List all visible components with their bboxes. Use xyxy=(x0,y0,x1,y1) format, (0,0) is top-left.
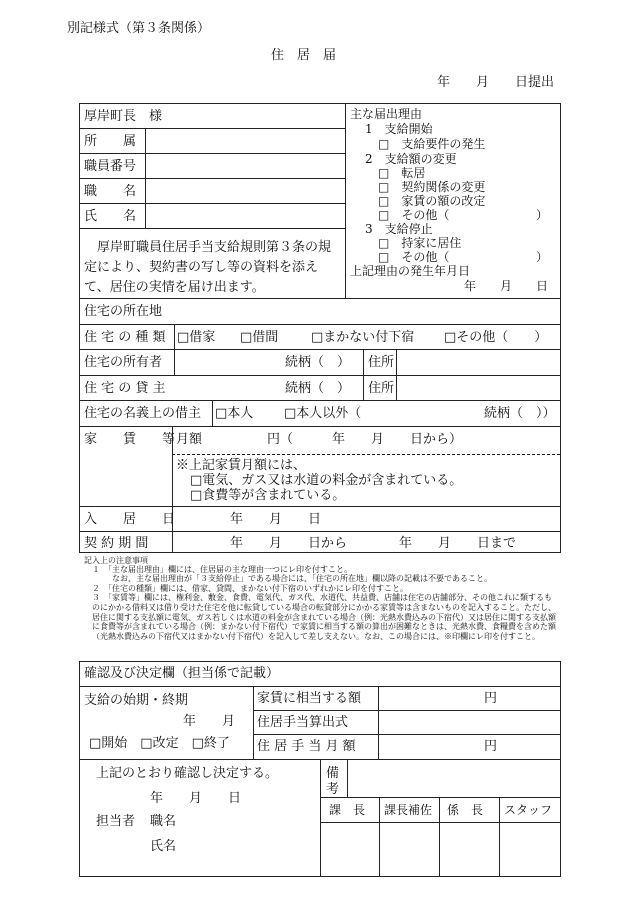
decision-options[interactable]: □開始 □改定 □終了 xyxy=(89,736,230,751)
housing-type-option[interactable]: □借家 xyxy=(177,330,216,345)
rent-label: 家 賃 等 xyxy=(84,432,176,447)
decision-title: 確認及び決定欄（担当係で記載） xyxy=(84,666,280,681)
contract-period: 年 月 日から 年 月 日まで xyxy=(230,536,517,551)
housing-type-option[interactable]: □借間 xyxy=(240,330,279,345)
owner-address-label: 住所 xyxy=(368,355,395,370)
rent-meals-option[interactable]: □食費等が含まれている。 xyxy=(190,488,346,503)
close-paren: ） xyxy=(536,250,549,264)
nominal-other-option[interactable]: □本人以外（ xyxy=(284,406,362,421)
housing-type-option[interactable]: □その他（ ） xyxy=(444,330,548,345)
move-in-date: 年 月 日 xyxy=(230,512,322,527)
reason-checkbox[interactable]: □ その他（ xyxy=(378,250,450,264)
declaration-text: 厚岸町職員住居手当支給規則第３条の規定により、契約書の写し等の資料を添えて、居住の実情を届け出ます。 xyxy=(84,240,332,296)
move-in-label: 入 居 日 xyxy=(84,512,176,527)
reason-group-2: 2 支給額の変更 xyxy=(365,152,457,166)
reason-group-3: 3 支給停止 xyxy=(365,222,433,236)
note-3: ３ 「家賃等」欄には、権利金、敷金、食費、電気代、ガス代、水道代、共益費、店舗は住宅の店舗部分、その他これに類するものにかかる借料又は借り受けた住宅を他に転貸している場合の転貸部分にかかる家賃等は含まないものを記入すること。ただし、居住に関する支払額に電気、ガス若しくは水道の料金が含まれている場合（例：光熱水費込みの下宿代）又は居住に関する支払額に食費等が含まれている場合（例：まかない付下宿代）で家賃に相当する額の算出が困難なときは、光熱水費、食糧費を含めた額（光熱水費込みの下宿代又はまかない付下宿代）を記入して差し支えない。なお、この場合には、※印欄にレ印を付すこと。 xyxy=(92,593,556,642)
reason-checkbox[interactable]: □ 契約関係の変更 xyxy=(378,180,486,194)
reason-checkbox[interactable]: □ 支給要件の発生 xyxy=(378,137,486,151)
monthly-allowance-label: 住 居 手 当 月 額 xyxy=(257,739,356,754)
monthly-allowance-yen: 円 xyxy=(484,739,498,754)
rent-note: ※上記家賃月額には、 xyxy=(176,458,307,473)
confirm-text: 上記のとおり確認し決定する。 xyxy=(96,766,279,781)
close-paren: ） xyxy=(536,208,549,222)
remarks-label: 備考 xyxy=(326,766,340,797)
calc-formula-label: 住居手当算出式 xyxy=(257,715,349,730)
housing-type-label: 住 宅 の 種 類 xyxy=(84,330,166,345)
occurrence-date: 年 月 日 xyxy=(464,279,549,293)
note-1b: なお、主な届出理由が「３支給停止」である場合には、「住宅の所在地」欄以降の記載は不要であること。 xyxy=(104,574,492,583)
stamp-staff: スタッフ xyxy=(504,803,553,817)
rent-equivalent-label: 家賃に相当する額 xyxy=(257,691,362,706)
location-label: 住宅の所在地 xyxy=(84,304,163,319)
rent-monthly-line: 月額 円（ 年 月 日から） xyxy=(176,432,463,447)
contract-period-label: 契 約 期 間 xyxy=(84,536,149,551)
form-reference: 別記様式（第３条関係） xyxy=(67,21,211,36)
staff-number-label: 職員番号 xyxy=(84,159,137,174)
housing-type-option[interactable]: □まかない付下宿 xyxy=(311,330,415,345)
reason-checkbox[interactable]: □ 持家に居住 xyxy=(378,236,462,250)
rent-equivalent-yen: 円 xyxy=(484,691,498,706)
note-1: １ 「主な届出理由」欄には、住居届の主な理由一つにレ印を付すこと。 xyxy=(92,565,352,574)
position-label: 職 名 xyxy=(84,184,137,199)
name-label: 氏 名 xyxy=(84,209,137,224)
officer-label: 担当者 xyxy=(96,814,136,829)
addressee: 厚岸町長 様 xyxy=(84,109,163,124)
start-end-date: 年 月 xyxy=(183,714,236,729)
submission-date: 年 月 日提出 xyxy=(437,75,555,90)
reason-checkbox[interactable]: □ 家賃の額の改定 xyxy=(378,194,486,208)
reason-group-1: 1 支給開始 xyxy=(365,122,433,136)
affiliation-label: 所 属 xyxy=(84,134,137,149)
owner-label: 住宅の所有者 xyxy=(84,355,163,370)
owner-relation: 続柄（ ） xyxy=(285,355,351,370)
page-title: 住 居 届 xyxy=(271,48,337,63)
rent-utilities-option[interactable]: □電気、ガス又は水道の料金が含まれている。 xyxy=(190,473,463,488)
nominal-self-option[interactable]: □本人 xyxy=(215,406,254,421)
stamp-section-chief: 課 長 xyxy=(329,803,366,817)
stamp-subsection-chief: 係 長 xyxy=(447,803,484,817)
note-2: ２ 「住宅の種類」欄には、借家、貸間、まかない付下宿のいずれかにレ印を付すこと。 xyxy=(92,584,408,593)
nominal-tenant-label: 住宅の名義上の借主 xyxy=(84,406,202,421)
occurrence-label: 上記理由の発生年月日 xyxy=(350,264,471,278)
confirm-date: 年 月 日 xyxy=(150,791,242,806)
reasons-heading: 主な届出理由 xyxy=(350,107,423,121)
officer-position-label: 職名 xyxy=(150,814,177,829)
nominal-relation: 続柄（ ）） xyxy=(484,406,556,421)
lender-address-label: 住所 xyxy=(368,381,395,396)
notes-title: 記入上の注意事項 xyxy=(84,556,148,565)
start-end-label: 支給の始期・終期 xyxy=(84,693,189,708)
officer-name-label: 氏名 xyxy=(150,839,177,854)
lender-relation: 続柄（ ） xyxy=(285,381,351,396)
reason-checkbox[interactable]: □ その他（ xyxy=(378,208,450,222)
stamp-assistant-chief: 課長補佐 xyxy=(384,803,433,817)
lender-label: 住 宅 の 貸 主 xyxy=(84,381,166,396)
reason-checkbox[interactable]: □ 転居 xyxy=(378,166,426,180)
